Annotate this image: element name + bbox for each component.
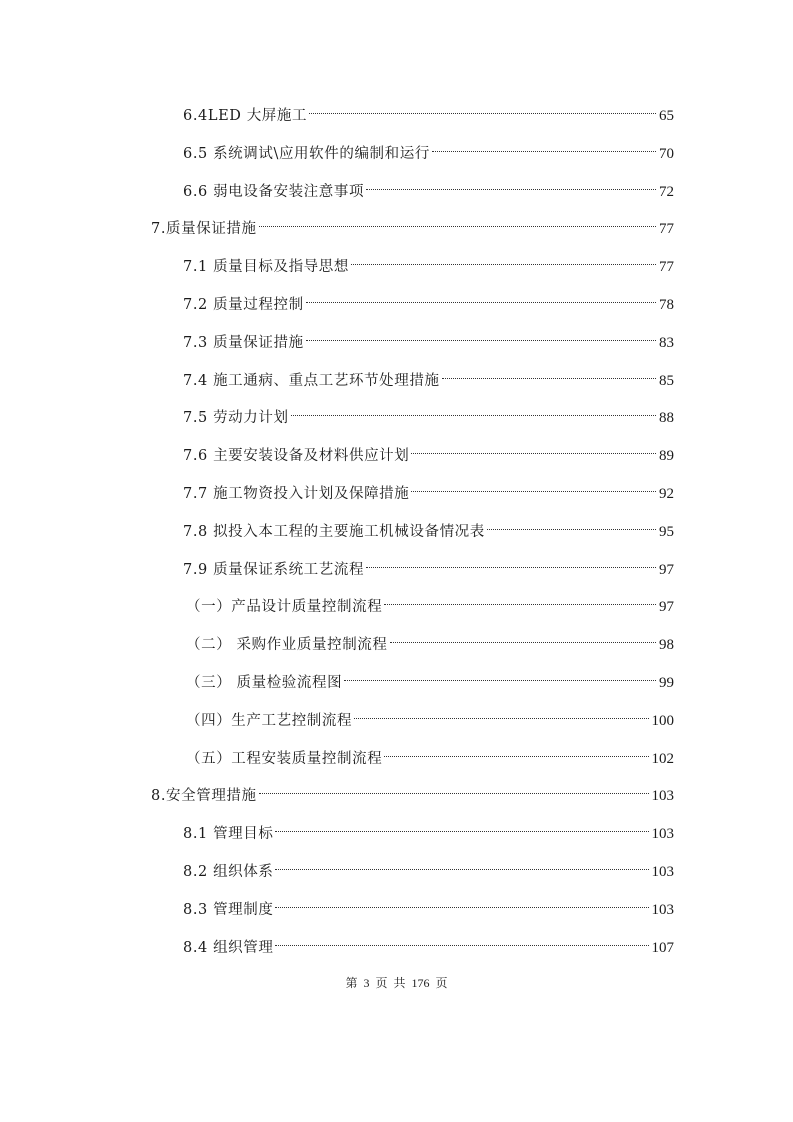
toc-entry-title: （三） 质量检验流程图 xyxy=(186,675,343,691)
toc-entry-page: 107 xyxy=(651,939,674,956)
dot-leader xyxy=(351,247,658,271)
toc-entry-page: 99 xyxy=(659,675,674,691)
footer-total-word: 共 xyxy=(393,976,406,990)
toc-entry-page: 89 xyxy=(659,448,674,465)
dot-leader xyxy=(291,398,658,422)
toc-entry[interactable] xyxy=(183,814,674,843)
toc-entry-page: 100 xyxy=(651,712,674,729)
toc-entry-title: （一）产品设计质量控制流程 xyxy=(186,599,383,616)
toc-entry-title: 7.9 质量保证系统工艺流程 xyxy=(183,561,365,578)
toc-entry-title: 7.6 主要安装设备及材料供应计划 xyxy=(183,448,410,465)
dot-leader xyxy=(344,663,658,687)
dot-leader xyxy=(366,550,658,574)
dot-leader xyxy=(411,436,658,460)
toc-entry-title: 7.3 质量保证措施 xyxy=(183,334,304,351)
dot-leader xyxy=(259,776,651,800)
toc-entry-title: （五）工程安装质量控制流程 xyxy=(186,750,383,767)
toc-entry-title: 7.质量保证措施 xyxy=(151,221,257,238)
dot-leader xyxy=(259,209,658,233)
toc-entry[interactable] xyxy=(183,436,674,465)
toc-entry-page: 78 xyxy=(659,297,674,313)
toc-entry-page: 72 xyxy=(659,183,674,200)
toc-entry-page: 103 xyxy=(651,864,674,880)
toc-entry[interactable] xyxy=(183,361,674,389)
footer-page-word: 页 xyxy=(375,976,388,990)
dot-leader xyxy=(442,361,658,385)
toc-entry-title: （二） 采购作业质量控制流程 xyxy=(186,637,388,654)
dot-leader xyxy=(432,134,658,158)
dot-leader xyxy=(390,625,658,649)
toc-entry[interactable] xyxy=(183,134,674,162)
toc-entry[interactable] xyxy=(183,323,674,351)
toc-entry-title: 7.4 施工通病、重点工艺环节处理措施 xyxy=(183,372,440,389)
footer-suffix: 页 xyxy=(435,976,448,990)
toc-entry[interactable] xyxy=(183,512,674,540)
toc-entry[interactable] xyxy=(183,247,674,276)
toc-entry-page: 103 xyxy=(651,826,674,843)
toc-entry[interactable] xyxy=(183,550,674,578)
toc-entry-page: 103 xyxy=(651,788,674,805)
dot-leader xyxy=(384,587,658,611)
toc-entry[interactable] xyxy=(183,96,674,124)
toc-entry-title: 6.4LED 大屏施工 xyxy=(183,108,308,124)
toc-entry-page: 97 xyxy=(659,599,674,616)
toc-entry-title: 7.1 质量目标及指导思想 xyxy=(183,259,349,276)
toc-entry-title: 7.5 劳动力计划 xyxy=(183,410,289,427)
toc-entry-page: 83 xyxy=(659,334,674,351)
toc-entry-page: 77 xyxy=(659,259,674,276)
dot-leader xyxy=(384,739,650,763)
toc-entry[interactable] xyxy=(183,928,674,956)
dot-leader xyxy=(275,852,650,876)
dot-leader xyxy=(306,323,658,347)
toc-entry-page: 97 xyxy=(659,561,674,578)
toc-entry[interactable] xyxy=(186,587,674,616)
toc-entry-title: （四）生产工艺控制流程 xyxy=(186,712,353,729)
toc-entry-page: 95 xyxy=(659,523,674,540)
toc-entry[interactable] xyxy=(183,474,674,502)
toc-entry-page: 70 xyxy=(659,145,674,162)
page-footer xyxy=(0,974,793,991)
dot-leader xyxy=(309,96,658,120)
toc-entry-title: 7.2 质量过程控制 xyxy=(183,297,304,313)
dot-leader xyxy=(366,172,658,196)
toc-entry[interactable] xyxy=(183,890,674,918)
toc-entry[interactable] xyxy=(186,701,674,729)
dot-leader xyxy=(411,474,658,498)
footer-prefix: 第 xyxy=(345,976,358,990)
toc-entry-title: 7.7 施工物资投入计划及保障措施 xyxy=(183,486,410,502)
dot-leader xyxy=(275,890,650,914)
toc-entry-title: 8.1 管理目标 xyxy=(183,826,274,843)
toc-entry-page: 88 xyxy=(659,410,674,427)
dot-leader xyxy=(275,814,650,838)
dot-leader xyxy=(354,701,650,725)
toc-entry-title: 8.4 组织管理 xyxy=(183,939,274,956)
toc-entry-page: 65 xyxy=(659,108,674,124)
toc-entry-page: 92 xyxy=(659,486,674,502)
toc-entry-title: 8.2 组织体系 xyxy=(183,864,274,880)
toc-entry[interactable] xyxy=(151,209,674,238)
toc-entry-page: 77 xyxy=(659,221,674,238)
toc-entry[interactable] xyxy=(183,285,674,313)
total-pages-number: 176 xyxy=(411,976,430,990)
toc-entry-page: 98 xyxy=(659,637,674,654)
toc-entry[interactable] xyxy=(183,398,674,427)
current-page-number: 3 xyxy=(363,976,370,990)
toc-entry[interactable] xyxy=(183,852,674,880)
toc-entry[interactable] xyxy=(151,776,674,805)
dot-leader xyxy=(275,928,650,952)
toc-entry-title: 6.6 弱电设备安装注意事项 xyxy=(183,183,365,200)
toc-entry-page: 103 xyxy=(651,901,674,918)
toc-entry-title: 7.8 拟投入本工程的主要施工机械设备情况表 xyxy=(183,523,485,540)
toc-entry[interactable] xyxy=(186,663,674,691)
toc-entry-page: 102 xyxy=(651,750,674,767)
toc-entry[interactable] xyxy=(186,625,674,654)
dot-leader xyxy=(487,512,658,536)
toc-entry-page: 85 xyxy=(659,372,674,389)
toc-entry[interactable] xyxy=(186,739,674,767)
toc-entry-title: 6.5 系统调试\应用软件的编制和运行 xyxy=(183,145,430,162)
toc-entry-title: 8.安全管理措施 xyxy=(151,788,257,805)
dot-leader xyxy=(306,285,658,309)
toc-entry-title: 8.3 管理制度 xyxy=(183,901,274,918)
toc-entry[interactable] xyxy=(183,172,674,200)
